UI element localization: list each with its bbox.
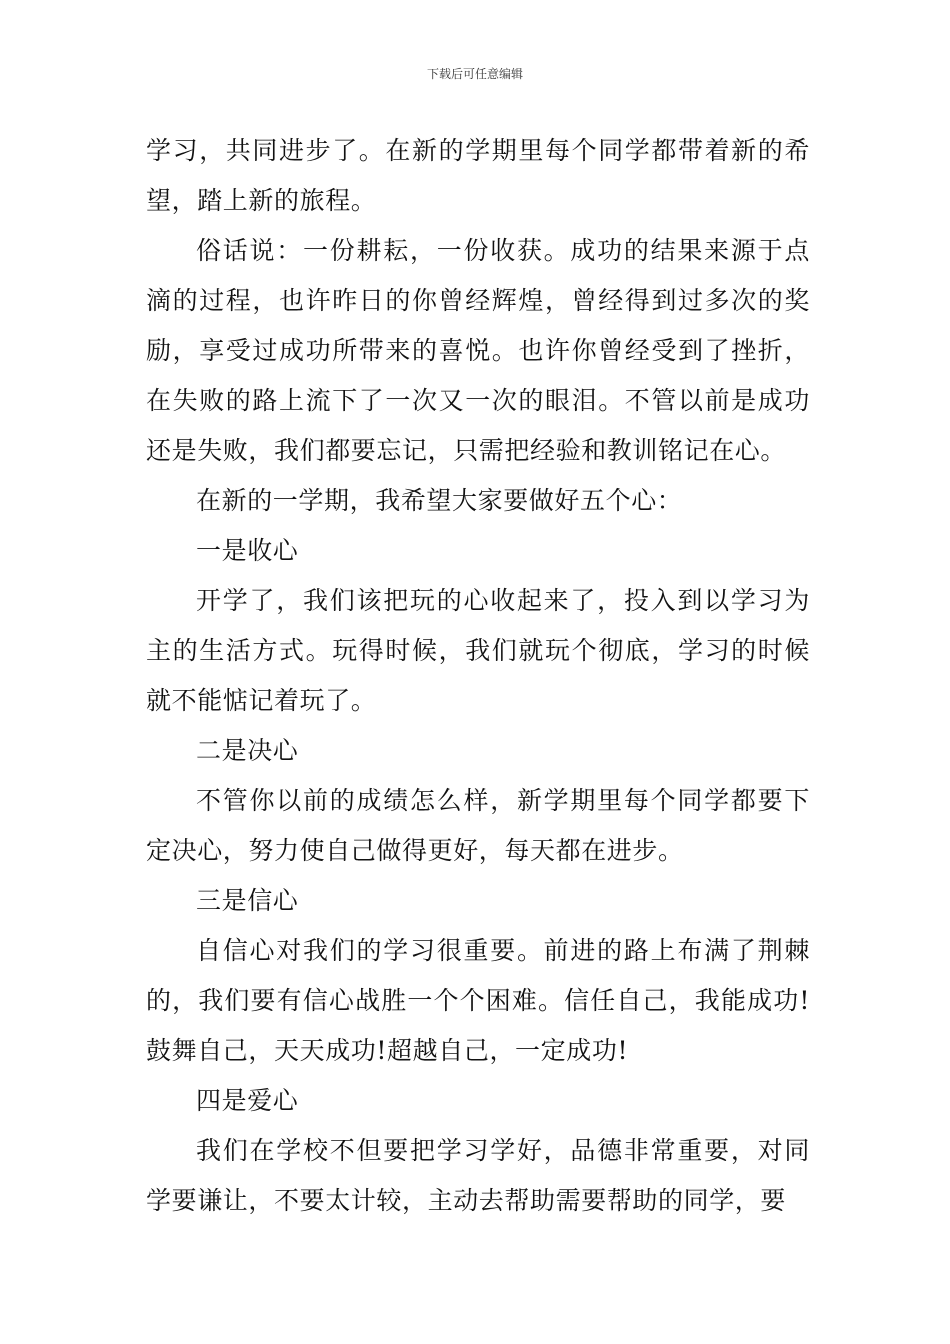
section-heading-juexin: 二是决心	[196, 736, 299, 765]
paragraph: 俗话说：一份耕耘，一份收获。成功的结果来源于点滴的过程，也许昨日的你曾经辉煌，曾经得到过多次的奖励，享受过成功所带来的喜悦。也许你曾经受到了挫折，在失败的路上流下了一次又一次的眼泪。不管以前是成功还是失败，我们都要忘记，只需把经验和教训铭记在心。	[146, 236, 810, 465]
paragraph: 我们在学校不但要把学习学好，品德非常重要，对同学要谦让，不要太计较，主动去帮助需要帮助的同学，要	[146, 1136, 810, 1215]
document-body	[146, 126, 810, 1226]
paragraph: 自信心对我们的学习很重要。前进的路上布满了荆棘的，我们要有信心战胜一个个困难。信任自己，我能成功!鼓舞自己，天天成功!超越自己，一定成功!	[146, 936, 810, 1065]
paragraph: 在新的一学期，我希望大家要做好五个心：	[196, 486, 683, 515]
section-heading-aixin: 四是爱心	[196, 1086, 299, 1115]
section-heading-shouxin: 一是收心	[196, 536, 299, 565]
section-heading-xinxin: 三是信心	[196, 886, 299, 915]
paragraph: 不管你以前的成绩怎么样，新学期里每个同学都要下定决心，努力使自己做得更好，每天都在进步。	[146, 786, 810, 865]
page-header-note: 下载后可任意编辑	[426, 67, 523, 81]
paragraph: 学习，共同进步了。在新的学期里每个同学都带着新的希望，踏上新的旅程。	[146, 136, 810, 215]
paragraph: 开学了，我们该把玩的心收起来了，投入到以学习为主的生活方式。玩得时候，我们就玩个彻底，学习的时候就不能惦记着玩了。	[146, 586, 810, 715]
